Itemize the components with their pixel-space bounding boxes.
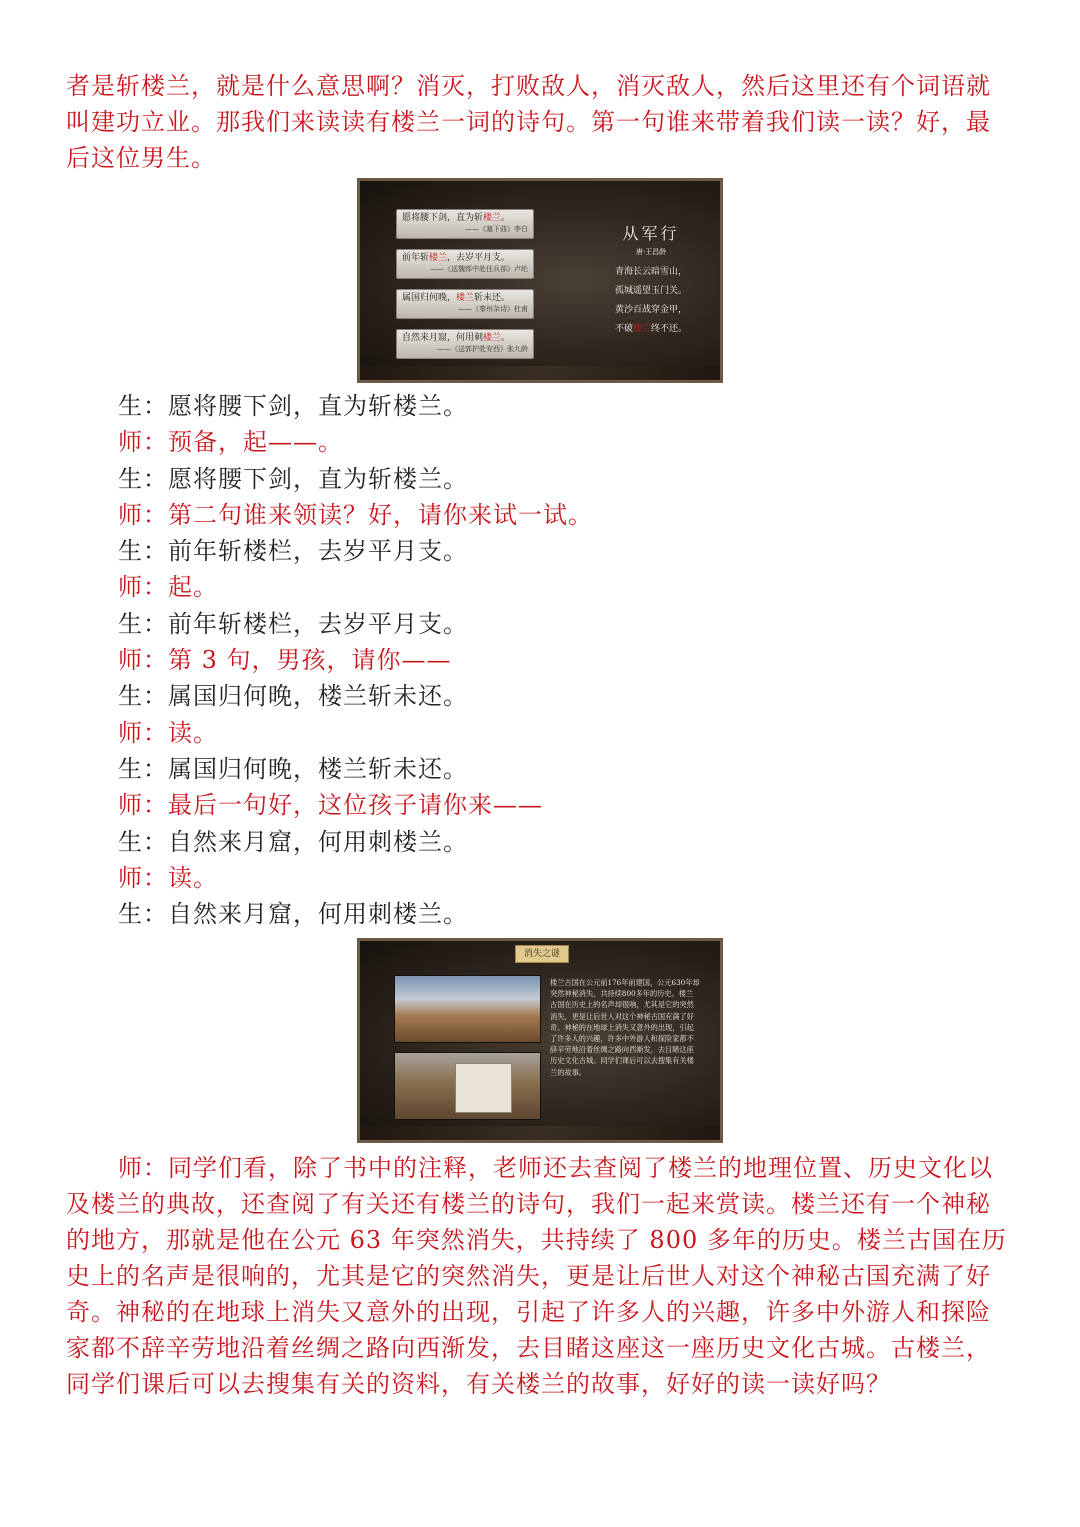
poem-line: 黄沙百战穿金甲， [614, 305, 687, 315]
poem-block [586, 221, 716, 339]
ruins-photo [394, 975, 541, 1043]
verse-banner: 愿将腰下剑，直为斩楼兰。 ——《塞下曲》李白 [396, 209, 534, 239]
closing-paragraph: 师：同学们看，除了书中的注释，老师还去查阅了楼兰的地理位置、历史文化以及楼兰的典故，还查阅了有关还有楼兰的诗句，我们一起来赏读。楼兰还有一个神秘的地方，那就是他在公元 63 年突然消失，共持续了 800 多年的历史。楼兰古国在历史上的名声是很响的，尤其是它的突然消失，更是让后世人对这个神秘古国充满了好奇。神秘的在地球上消失又意外的出现，引起了许多人的兴趣，许多中外游人和探险家都不辞辛劳地沿着丝绸之路向西渐发，去目睹这座这一座历史文化古城。古楼兰，同学们课后可以去搜集有关的资料，有关楼兰的故事，好好的读一读好吗？ [66, 1154, 1007, 1398]
student-line: 生：前年斩楼栏，去岁平月支。 [118, 609, 468, 638]
verse-banner: 自然来月窟，何用刺楼兰。 ——《送郭护赴安西》张九龄 [396, 329, 534, 359]
student-line: 生：愿将腰下剑，直为斩楼兰。 [118, 392, 468, 420]
verse-banner: 属国归何晚，楼兰斩未还。 ——《秦州杂诗》杜甫 [396, 289, 534, 319]
teacher-line: 师：第 3 句，男孩，请你—— [118, 646, 452, 675]
poem-slide [357, 178, 723, 383]
slide-description: 楼兰古国在公元前176年前建国，公元630年却突然神秘消失，共持续800多年的历史。楼兰古国在历史上的名声却很响，尤其是它的突然消失，更是让后世人对这个神秘古国充满了好奇。神秘的在地球上消失又意外的出现，引起了许多人的兴趣，许多中外游人和探险家都不辞辛劳地沿着丝绸之路向西渐发，去目睹这座历史文化古城。同学们课后可以去搜集有关楼兰的故事。 [550, 978, 700, 1077]
intro-paragraph: 者是斩楼兰，就是什么意思啊？消灭，打败敌人，消灭敌人，然后这里还有个词语就叫建功立业。那我们来读读有楼兰一词的诗句。第一句谁来带着我们读一读？好，最后这位男生。 [66, 72, 991, 172]
verse-banner: 前年斩楼兰，去岁平月支。 ——《送魏郎中赴任兵部》卢纶 [396, 249, 534, 279]
poem-author: 唐·王昌龄 [635, 248, 667, 256]
teacher-line: 师：预备，起——。 [118, 428, 343, 457]
poem-title: 从军行 [622, 224, 680, 243]
slide-ribbon [360, 1126, 720, 1140]
poem-line: 不破楼兰终不还。 [614, 324, 688, 334]
stone-tablet [455, 1063, 512, 1113]
slide-ribbon [360, 366, 720, 380]
student-line: 生：愿将腰下剑，直为斩楼兰。 [118, 464, 468, 493]
teacher-line: 师：第二句谁来领读？好，请你来试一试。 [118, 500, 593, 529]
dialogue [118, 388, 1018, 932]
student-line: 生：自然来月窟，何用刺楼兰。 [118, 900, 468, 929]
teacher-line: 师：最后一句好，这位孩子请你来—— [118, 791, 543, 820]
slide-tag: 消失之谜 [515, 945, 569, 963]
stele-photo [394, 1052, 541, 1120]
poem-line: 青海长云暗雪山， [614, 267, 687, 277]
mystery-slide [357, 938, 723, 1143]
teacher-line: 师：起。 [118, 573, 218, 602]
student-line: 生：前年斩楼栏，去岁平月支。 [118, 537, 468, 566]
teacher-line: 师：读。 [118, 863, 218, 892]
teacher-line: 师：读。 [118, 718, 218, 747]
student-line: 生：属国归何晚，楼兰斩未还。 [118, 682, 468, 711]
poem-line: 孤城遥望玉门关。 [614, 286, 687, 296]
student-line: 生：属国归何晚，楼兰斩未还。 [118, 754, 468, 783]
student-line: 生：自然来月窟，何用刺楼兰。 [118, 827, 468, 856]
